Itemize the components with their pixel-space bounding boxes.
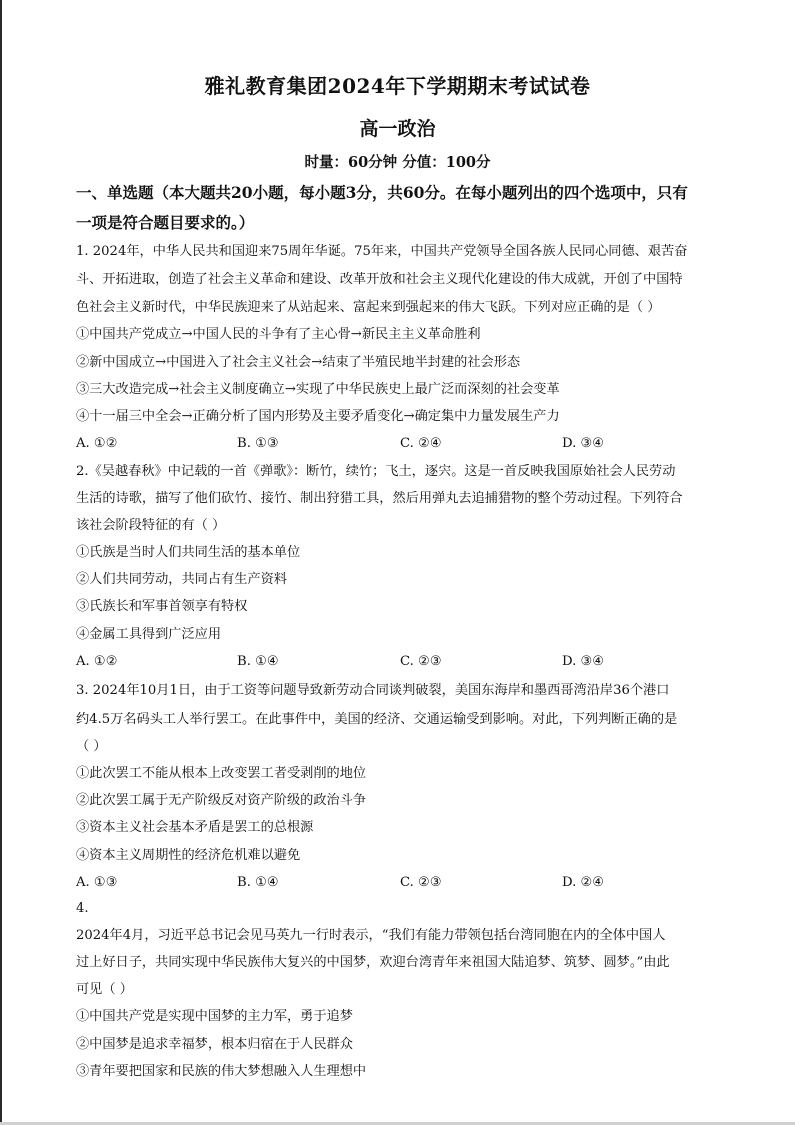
q3-stem-line: 约4.5万名码头工人举行罢工。在此事件中，美国的经济、交通运输受到影响。对此，下列判断正确的是	[76, 712, 678, 727]
q1-statement: ①中国共产党成立→中国人民的斗争有了主心骨→新民主主义革命胜利	[76, 327, 481, 342]
q2-stem-line: 该社会阶段特征的有（ ）	[76, 518, 226, 533]
q4-stem-line: 过上好日子，共同实现中华民族伟大复兴的中国梦，欢迎台湾青年来祖国大陆追梦、筑梦、圆梦。”由此	[76, 955, 670, 970]
section-heading: 一、单选题（本大题共20小题，每小题3分，共60分。在每小题列出的四个选项中，只有	[76, 183, 688, 202]
q4-stem-line: 可见（ ）	[76, 982, 133, 997]
q3-choice-d[interactable]: D. ②④	[562, 875, 605, 890]
q4-stem-line: 2024年4月，习近平总书记会见马英九一行时表示，“我们有能力带领包括台湾同胞在内的全体中国人	[76, 928, 666, 943]
q1-stem-line: 斗、开拓进取，创造了社会主义革命和建设、改革开放和社会主义现代化建设的伟大成就，开创了中国特	[76, 272, 683, 287]
q1-statement: ④十一届三中全会→正确分析了国内形势及主要矛盾变化→确定集中力量发展生产力	[76, 409, 560, 424]
q3-choice-b[interactable]: B. ①④	[237, 875, 279, 890]
subject-title: 高一政治	[359, 118, 436, 140]
section-heading-cont: 一项是符合题目要求的。）	[76, 213, 255, 232]
q4-statement: ③青年要把国家和民族的伟大梦想融入人生理想中	[76, 1064, 367, 1079]
q3-stem-line: （ ）	[76, 739, 107, 754]
q2-statement: ③氏族长和军事首领享有特权	[76, 599, 248, 614]
q4-statement: ①中国共产党是实现中国梦的主力军，勇于追梦	[76, 1009, 353, 1024]
exam-title: 雅礼教育集团2024年下学期期末考试试卷	[204, 74, 591, 98]
q2-choice-a[interactable]: A. ①②	[76, 654, 118, 669]
q2-choice-b[interactable]: B. ①④	[237, 654, 279, 669]
q1-choice-d[interactable]: D. ③④	[562, 436, 605, 451]
q2-choice-d[interactable]: D. ③④	[562, 654, 605, 669]
q1-stem-line: 色社会主义新时代，中华民族迎来了从站起来、富起来到强起来的伟大飞跃。下列对应正确的是（ ）	[76, 300, 661, 315]
q1-statement: ②新中国成立→中国进入了社会主义社会→结束了半殖民地半封建的社会形态	[76, 355, 521, 370]
q1-choice-c[interactable]: C. ②④	[400, 436, 442, 451]
q2-statement: ①氏族是当时人们共同生活的基本单位	[76, 545, 301, 560]
q2-stem-line: 2.《吴越春秋》中记载的一首《弹歌》：断竹，续竹；飞土，逐宍。这是一首反映我国原始社会人民劳动	[76, 464, 676, 479]
q4-statement: ②中国梦是追求幸福梦，根本归宿在于人民群众	[76, 1037, 353, 1052]
q3-stem-line: 3. 2024年10月1日，由于工资等问题导致新劳动合同谈判破裂，美国东海岸和墨西哥湾沿岸36个港口	[76, 683, 670, 698]
q1-stem-line: 1. 2024年，中华人民共和国迎来75周年华诞。75年来，中国共产党领导全国各族人民同心同德、艰苦奋	[76, 244, 688, 259]
q3-statement: ①此次罢工不能从根本上改变罢工者受剥削的地位	[76, 766, 367, 781]
q2-statement: ④金属工具得到广泛应用	[76, 627, 222, 642]
q2-choices	[76, 652, 726, 672]
q3-choices	[76, 873, 726, 893]
q1-statement: ③三大改造完成→社会主义制度确立→实现了中华民族史上最广泛而深刻的社会变革	[76, 382, 560, 397]
exam-time-score: 时量：60分钟 分值：100分	[304, 154, 491, 171]
q2-choice-c[interactable]: C. ②③	[400, 654, 442, 669]
q3-choice-c[interactable]: C. ②③	[400, 875, 442, 890]
q3-statement: ②此次罢工属于无产阶级反对资产阶级的政治斗争	[76, 793, 367, 808]
q3-choice-a[interactable]: A. ①③	[76, 875, 118, 890]
q1-choice-b[interactable]: B. ①③	[237, 436, 279, 451]
q3-statement: ④资本主义周期性的经济危机难以避免	[76, 848, 301, 863]
q2-stem-line: 生活的诗歌，描写了他们砍竹、接竹、制出狩猎工具，然后用弹丸去追捕猎物的整个劳动过程。下列符合	[76, 491, 683, 506]
q2-statement: ②人们共同劳动，共同占有生产资料	[76, 572, 287, 587]
q1-choice-a[interactable]: A. ①②	[76, 436, 118, 451]
q4-number: 4.	[76, 901, 89, 916]
q1-choices	[76, 434, 726, 454]
q3-statement: ③资本主义社会基本矛盾是罢工的总根源	[76, 820, 314, 835]
